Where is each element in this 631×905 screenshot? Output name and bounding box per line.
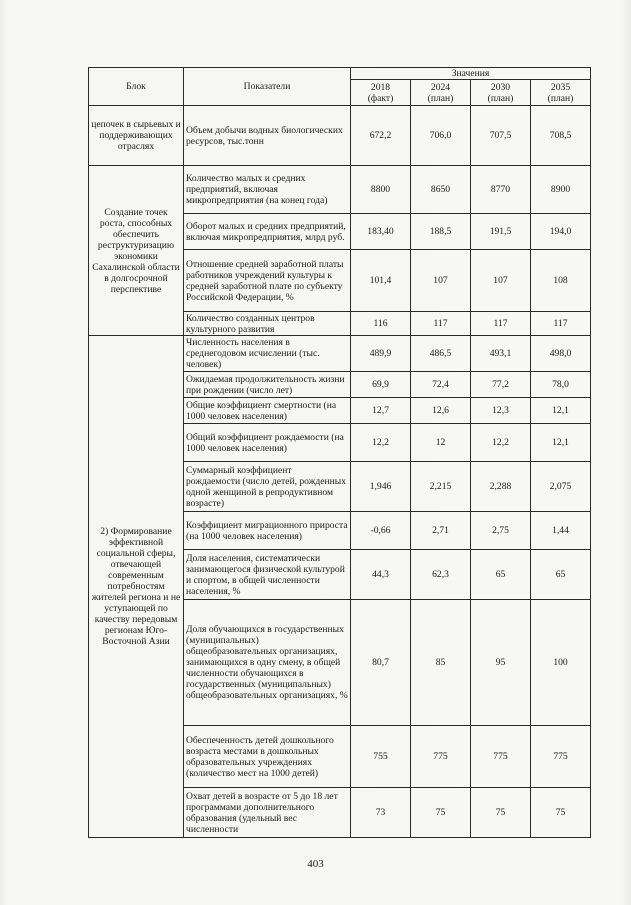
value-cell: 775 [531,726,591,788]
value-cell: 1,946 [351,462,411,512]
header-year-2018: 2018 (факт) [351,80,411,106]
block-cell: Создание точек роста, способных обеспечить реструктуризацию экономики Сахалинской области в долгосрочной перспективе [89,166,184,336]
indicator-cell: Общий коэффициент рождаемости (на 1000 человек населения) [184,424,351,462]
header-year-2030: 2030 (план) [471,80,531,106]
indicators-table [88,67,591,838]
indicator-cell: Коэффициент миграционного прироста (на 1000 человек населения) [184,512,351,550]
value-cell: 707,5 [471,106,531,166]
indicator-cell: Охват детей в возрасте от 5 до 18 лет программами дополнительного образования (удельный вес численности [184,788,351,838]
value-cell: 107 [471,250,531,312]
value-cell: 85 [411,600,471,726]
block-cell: 2) Формирование эффективной социальной сферы, отвечающей современным потребностям жителей региона и не уступающей по качеству передовым регионам Юго-Восточной Азии [89,336,184,838]
indicator-cell: Отношение средней заработной платы работников учреждений культуры к средней заработной плате по субъекту Российской Федерации, % [184,250,351,312]
block-cell: цепочек в сырьевых и поддерживающих отраслях [89,106,184,166]
value-cell: 12 [411,424,471,462]
value-cell: 77,2 [471,372,531,398]
value-cell: 78,0 [531,372,591,398]
value-cell: 8900 [531,166,591,214]
value-cell: 8770 [471,166,531,214]
value-cell: 75 [471,788,531,838]
value-cell: 12,2 [471,424,531,462]
value-cell: 188,5 [411,214,471,250]
value-cell: 73 [351,788,411,838]
indicator-cell: Ожидаемая продолжительность жизни при рождении (число лет) [184,372,351,398]
value-cell: 101,4 [351,250,411,312]
value-cell: 706,0 [411,106,471,166]
value-cell: 62,3 [411,550,471,600]
value-cell: 12,2 [351,424,411,462]
value-cell: 12,1 [531,424,591,462]
indicator-cell: Доля обучающихся в государственных (муниципальных) общеобразовательных организациях, занимающихся в одну смену, в общей численности обучающихся в государственных (муниципальных) общеобразовательных организациях, % [184,600,351,726]
value-cell: 80,7 [351,600,411,726]
value-cell: 672,2 [351,106,411,166]
value-cell: 194,0 [531,214,591,250]
header-year-2024: 2024 (план) [411,80,471,106]
value-cell: 498,0 [531,336,591,372]
indicator-cell: Доля населения, систематически занимающегося физической культурой и спортом, в общей численности населения, % [184,550,351,600]
indicator-cell: Суммарный коэффициент рождаемости (число детей, рожденных одной женщиной в репродуктивном возрасте) [184,462,351,512]
value-cell: 708,5 [531,106,591,166]
value-cell: 44,3 [351,550,411,600]
value-cell: 2,288 [471,462,531,512]
header-indicators: Показатели [184,68,351,106]
indicator-cell: Количество малых и средних предприятий, включая микропредприятия (на конец года) [184,166,351,214]
value-cell: 775 [471,726,531,788]
value-cell: 489,9 [351,336,411,372]
indicator-cell: Общие коэффициент смертности (на 1000 человек населения) [184,398,351,424]
value-cell: 8800 [351,166,411,214]
page-number: 403 [307,858,324,870]
value-cell: 2,075 [531,462,591,512]
value-cell: 2,215 [411,462,471,512]
value-cell: 100 [531,600,591,726]
value-cell: 755 [351,726,411,788]
value-cell: 191,5 [471,214,531,250]
value-cell: 107 [411,250,471,312]
value-cell: 12,6 [411,398,471,424]
value-cell: 75 [531,788,591,838]
value-cell: 65 [531,550,591,600]
indicator-cell: Оборот малых и средних предприятий, включая микропредприятия, млрд руб. [184,214,351,250]
value-cell: 493,1 [471,336,531,372]
value-cell: 117 [471,312,531,336]
table-row [89,106,591,166]
value-cell: 2,75 [471,512,531,550]
value-cell: 75 [411,788,471,838]
value-cell: 108 [531,250,591,312]
value-cell: 775 [411,726,471,788]
header-block: Блок [89,68,184,106]
value-cell: 72,4 [411,372,471,398]
indicator-cell: Обеспеченность детей дошкольного возраста местами в дошкольных образовательных учреждениях (количество мест на 1000 детей) [184,726,351,788]
table-row [89,336,591,372]
value-cell: -0,66 [351,512,411,550]
indicator-cell: Количество созданных центров культурного развития [184,312,351,336]
value-cell: 183,40 [351,214,411,250]
value-cell: 69,9 [351,372,411,398]
value-cell: 486,5 [411,336,471,372]
value-cell: 95 [471,600,531,726]
value-cell: 117 [411,312,471,336]
value-cell: 12,3 [471,398,531,424]
indicator-cell: Объем добычи водных биологических ресурсов, тыс.тонн [184,106,351,166]
table-row [89,166,591,214]
header-row [89,68,591,80]
value-cell: 116 [351,312,411,336]
value-cell: 12,7 [351,398,411,424]
value-cell: 117 [531,312,591,336]
indicator-cell: Численность населения в среднегодовом исчислении (тыс. человек) [184,336,351,372]
value-cell: 8650 [411,166,471,214]
value-cell: 2,71 [411,512,471,550]
value-cell: 1,44 [531,512,591,550]
value-cell: 65 [471,550,531,600]
value-cell: 12,1 [531,398,591,424]
header-year-2035: 2035 (план) [531,80,591,106]
header-values: Значения [351,68,591,80]
